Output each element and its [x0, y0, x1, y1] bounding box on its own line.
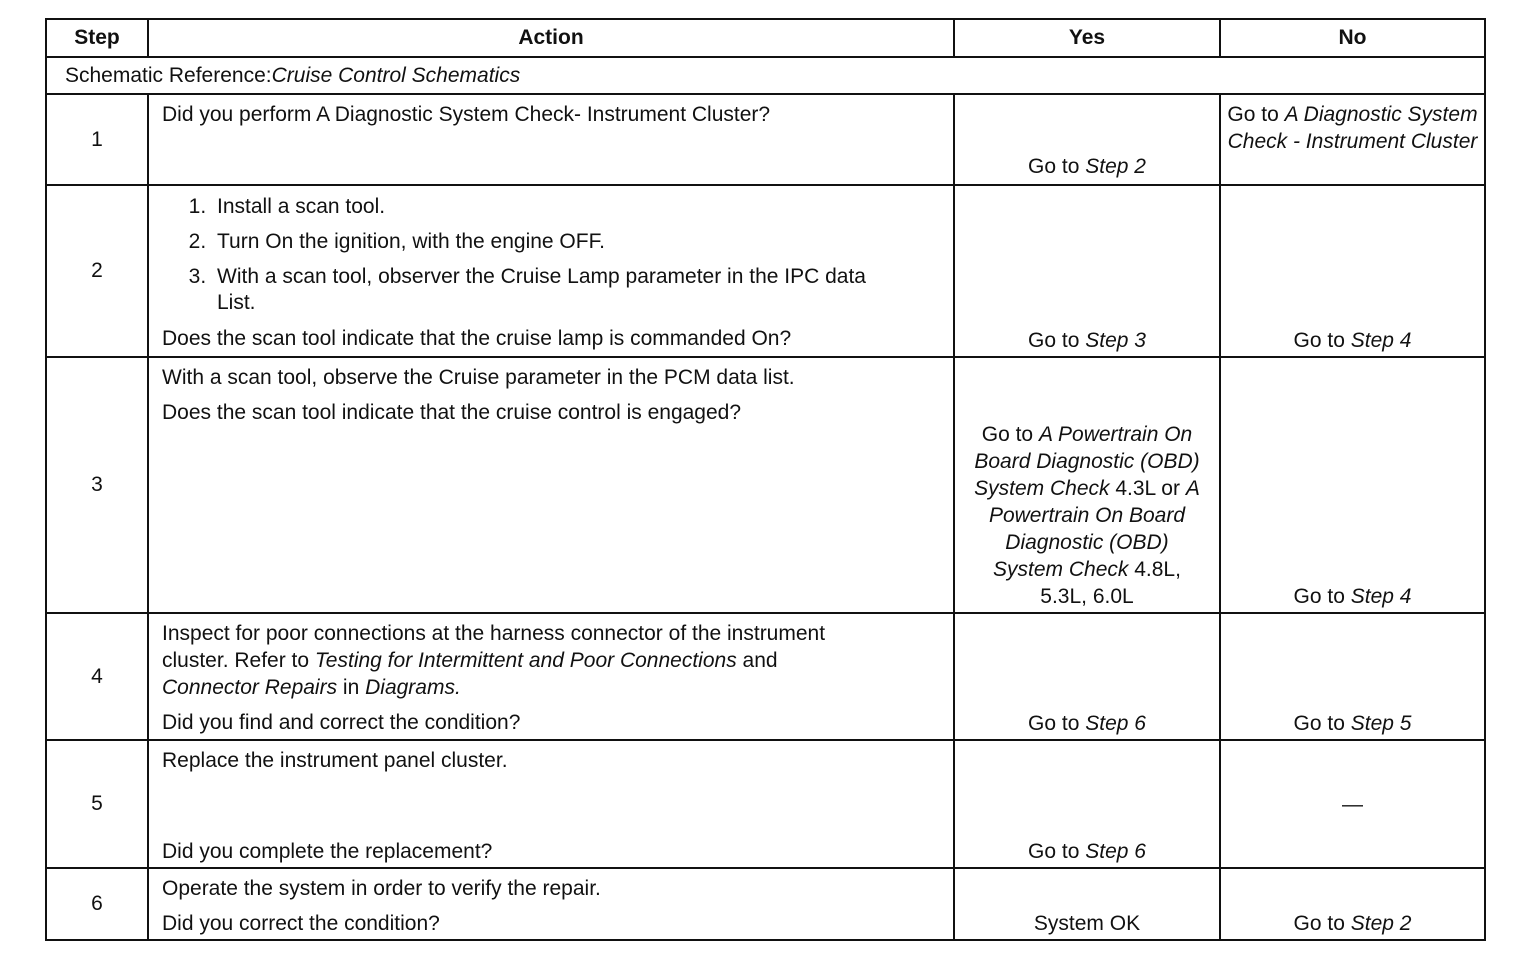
no-cell — [1220, 740, 1485, 868]
yes-cell — [954, 357, 1220, 613]
testing-link[interactable]: Testing for Intermittent and Poor Connections — [314, 649, 737, 672]
question: Does the scan tool indicate that the cruise control is engaged? — [162, 401, 742, 424]
table-row — [46, 94, 1485, 185]
question: Did you perform A Diagnostic System Check- Instrument Cluster? — [162, 103, 771, 126]
yes-suffix: 4.8L, 5.3L, 6.0L — [1040, 558, 1181, 608]
instruction: With a scan tool, observe the Cruise parameter in the PCM data list. — [162, 366, 795, 389]
no-prefix: Go to — [1293, 912, 1351, 935]
table-row — [46, 613, 1485, 740]
yes-text: System OK — [1033, 912, 1141, 935]
step-number: 3 — [46, 357, 148, 613]
no-link[interactable]: Step 4 — [1350, 585, 1412, 608]
action-cell — [148, 740, 954, 868]
yes-link[interactable]: Step 2 — [1085, 155, 1146, 178]
no-prefix: Go to — [1293, 585, 1351, 608]
yes-link[interactable]: Step 6 — [1085, 712, 1146, 735]
question: Does the scan tool indicate that the cruise lamp is commanded On? — [162, 327, 792, 350]
procedure-step: 3. With a scan tool, observer the Cruise Lamp parameter in the IPC data List. — [212, 264, 943, 316]
no-cell — [1220, 868, 1485, 940]
yes-prefix: Go to — [981, 423, 1039, 446]
header-action: Action — [148, 19, 954, 57]
no-cell — [1220, 613, 1485, 740]
no-prefix: Go to — [1293, 712, 1351, 735]
yes-link[interactable]: Step 6 — [1085, 840, 1146, 863]
no-link[interactable]: Step 2 — [1350, 912, 1412, 935]
yes-link-2[interactable]: A Powertrain On Board Diagnostic (OBD) System Check — [988, 477, 1200, 581]
table-row — [46, 357, 1485, 613]
step-number: 2 — [46, 185, 148, 357]
step-number: 5 — [46, 740, 148, 868]
instruction: Operate the system in order to verify the repair. — [162, 877, 601, 900]
procedure-list — [162, 194, 943, 316]
schematic-reference — [46, 57, 1485, 94]
action-cell — [148, 868, 954, 940]
diagrams-link[interactable]: Diagrams. — [365, 676, 461, 699]
yes-prefix: Go to — [1028, 712, 1086, 735]
step-number: 4 — [46, 613, 148, 740]
schematic-reference-row — [46, 57, 1485, 94]
no-dash: — — [1342, 792, 1363, 816]
action-cell — [148, 357, 954, 613]
action-cell — [148, 613, 954, 740]
action-cell — [148, 94, 954, 185]
yes-prefix: Go to — [1028, 329, 1086, 352]
reference-label: Schematic Reference: — [65, 63, 272, 87]
action-cell — [148, 185, 954, 357]
yes-cell — [954, 868, 1220, 940]
table-row — [46, 868, 1485, 940]
reference-link[interactable]: Cruise Control Schematics — [271, 63, 521, 87]
header-yes: Yes — [954, 19, 1220, 57]
instruction — [162, 620, 853, 701]
step-number: 1 — [46, 94, 148, 185]
header-row — [46, 19, 1485, 57]
instruction: Replace the instrument panel cluster. — [162, 749, 508, 772]
yes-cell — [954, 185, 1220, 357]
question: Did you find and correct the condition? — [162, 711, 521, 734]
yes-middle: 4.3L or — [1109, 477, 1186, 500]
header-step: Step — [46, 19, 148, 57]
no-link[interactable]: A Diagnostic System Check - Instrument Cluster — [1227, 103, 1478, 153]
question: Did you correct the condition? — [162, 912, 440, 935]
no-cell — [1220, 185, 1485, 357]
yes-cell — [954, 94, 1220, 185]
instruction-text: and — [736, 649, 778, 672]
yes-link[interactable]: Step 3 — [1085, 329, 1146, 352]
instruction-text: in — [337, 676, 366, 699]
table-row — [46, 185, 1485, 357]
yes-cell — [954, 613, 1220, 740]
yes-link-1[interactable]: A Powertrain On Board Diagnostic (OBD) System Check — [974, 423, 1200, 500]
step-number: 6 — [46, 868, 148, 940]
no-link[interactable]: Step 4 — [1350, 329, 1412, 352]
procedure-step: 2. Turn On the ignition, with the engine OFF. — [212, 229, 943, 255]
no-prefix: Go to — [1227, 103, 1285, 126]
no-cell — [1220, 94, 1485, 185]
connector-repairs-link[interactable]: Connector Repairs — [162, 676, 338, 699]
table-row — [46, 740, 1485, 868]
no-link[interactable]: Step 5 — [1350, 712, 1412, 735]
no-prefix: Go to — [1293, 329, 1351, 352]
question: Did you complete the replacement? — [162, 840, 493, 863]
yes-prefix: Go to — [1028, 155, 1086, 178]
yes-prefix: Go to — [1028, 840, 1086, 863]
action-content — [162, 747, 943, 865]
no-cell — [1220, 357, 1485, 613]
procedure-step: 1. Install a scan tool. — [212, 194, 943, 220]
yes-cell — [954, 740, 1220, 868]
instruction-text: Inspect for poor connections at the harness connector of the instrument cluster. Refer to — [162, 622, 826, 672]
diagnostic-table — [45, 18, 1486, 941]
header-no: No — [1220, 19, 1485, 57]
